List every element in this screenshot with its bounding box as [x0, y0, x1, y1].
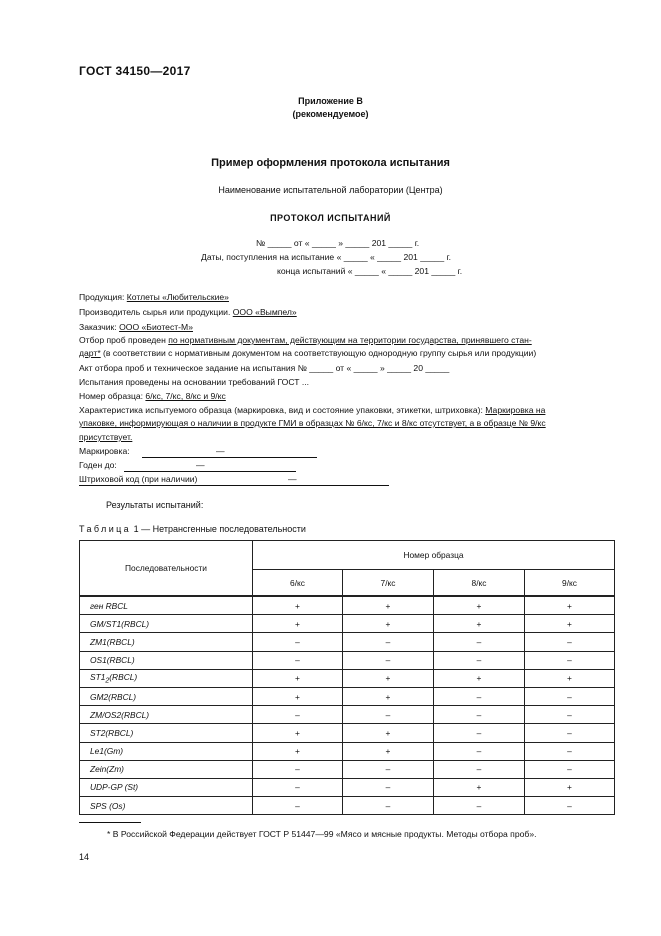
table-row [80, 669, 615, 687]
result-cell: + [434, 669, 525, 687]
product-line [79, 292, 229, 302]
result-cell: – [253, 760, 343, 778]
manufacturer-line [79, 307, 297, 317]
results-table [79, 540, 615, 815]
result-cell: – [253, 778, 343, 796]
result-cell: + [525, 596, 615, 615]
table-row [80, 633, 615, 651]
result-cell: – [343, 633, 434, 651]
characteristic-value: Маркировка на [485, 405, 546, 415]
result-cell: + [253, 669, 343, 687]
result-cell: – [525, 797, 615, 815]
table-row [80, 615, 615, 633]
result-cell: + [343, 724, 434, 742]
appendix-title: Приложение В [298, 96, 363, 106]
sequence-name: ST2(RBCL) [80, 724, 253, 742]
table-caption-number: 1 — [131, 524, 153, 534]
protocol-title: ПРОТОКОЛ ИСПЫТАНИЙ [270, 213, 391, 223]
result-cell: + [253, 724, 343, 742]
result-cell: + [525, 778, 615, 796]
col-header-sample-number: Номер образца [253, 541, 615, 570]
characteristic-value-cont: упаковке, информирующая о наличии в продукте ГМИ в образцах № 6/кс, 7/кс и 8/кс отсутствует, а в образце № 9/кс [79, 418, 546, 428]
customer-line [79, 322, 193, 332]
characteristic-line-2 [79, 418, 546, 428]
result-cell: – [434, 760, 525, 778]
table-caption [79, 524, 306, 534]
result-cell: – [343, 760, 434, 778]
sequence-name: ZM/OS2(RBCL) [80, 706, 253, 724]
result-cell: – [525, 651, 615, 669]
results-label: Результаты испытаний: [106, 500, 204, 510]
table-row [80, 742, 615, 760]
result-cell: – [343, 706, 434, 724]
protocol-end-line: конца испытаний « _____ « _____ 201 _____ г. [277, 266, 463, 276]
lab-name: Наименование испытательной лаборатории (Центра) [218, 185, 443, 195]
marking-value: — [216, 446, 225, 456]
result-cell: – [525, 687, 615, 705]
barcode-label: Штриховой код (при наличии) [79, 474, 198, 484]
characteristic-label: Характеристика испытуемого образца (маркировка, вид и состояние упаковки, этикетки, штриховка): [79, 405, 486, 415]
result-cell: – [434, 633, 525, 651]
marking-underline [142, 457, 317, 458]
sequence-name: $ST1_2(RBCL)$ [80, 669, 253, 687]
table-row [80, 596, 615, 615]
result-cell: – [343, 651, 434, 669]
sequence-name: GM2(RBCL) [80, 687, 253, 705]
sample-number-line [79, 391, 226, 401]
sampling-value: по нормативным документам, действующим на территории государства, принявшего стан- [168, 335, 532, 345]
marking-label: Маркировка: [79, 446, 130, 456]
result-cell: + [253, 687, 343, 705]
result-cell: – [253, 706, 343, 724]
barcode-value: — [288, 474, 297, 484]
sequence-name: OS1(RBCL) [80, 651, 253, 669]
result-cell: – [434, 724, 525, 742]
sequence-name: GM/ST1(RBCL) [80, 615, 253, 633]
table-row [80, 797, 615, 815]
result-cell: + [525, 615, 615, 633]
page-heading: Пример оформления протокола испытания [211, 157, 450, 169]
footnote-separator [79, 822, 141, 823]
valid-value: — [196, 460, 205, 470]
sequence-name: ZM1(RBCL) [80, 633, 253, 651]
result-cell: + [434, 615, 525, 633]
manufacturer-value: ООО «Вымпел» [232, 307, 297, 317]
protocol-received-line: Даты, поступления на испытание « _____ « _____ 201 _____ г. [201, 252, 451, 262]
result-cell: + [343, 669, 434, 687]
result-cell: + [434, 778, 525, 796]
sequence-name: SPS (Os) [80, 797, 253, 815]
result-cell: – [253, 633, 343, 651]
result-cell: – [525, 633, 615, 651]
sampling-line-2 [79, 348, 536, 358]
protocol-number-line: № _____ от « _____ » _____ 201 _____ г. [256, 238, 420, 248]
characteristic-line-3 [79, 432, 132, 442]
sequence-name: Le1(Gm) [80, 742, 253, 760]
result-cell: + [343, 615, 434, 633]
result-cell: + [253, 596, 343, 615]
page-number: 14 [79, 852, 90, 862]
col-header-sample: 7/кс [343, 570, 434, 597]
result-cell: – [343, 778, 434, 796]
standard-number: ГОСТ 34150—2017 [79, 64, 191, 78]
sequence-name: ген RBCL [80, 596, 253, 615]
table-caption-title: Нетрансгенные последовательности [152, 524, 306, 534]
table-row [80, 760, 615, 778]
result-cell: + [253, 615, 343, 633]
result-cell: + [343, 742, 434, 760]
result-cell: – [434, 687, 525, 705]
result-cell: – [434, 706, 525, 724]
sampling-note: (в соответствии с нормативным документом на соответствующую однородную группу сырья или продукции) [100, 348, 537, 358]
act-line: Акт отбора проб и техническое задание на испытания № _____ от « _____ » _____ 20 _____ [79, 363, 450, 373]
sampling-line-1 [79, 335, 532, 345]
result-cell: – [434, 742, 525, 760]
table-row [80, 724, 615, 742]
footnote: * В Российской Федерации действует ГОСТ Р 51447—99 «Мясо и мясные продукты. Методы отбора проб». [107, 829, 537, 839]
sequence-name: UDP-GP (St) [80, 778, 253, 796]
table-row [80, 687, 615, 705]
table-row [80, 706, 615, 724]
valid-label: Годен до: [79, 460, 117, 470]
col-header-sample: 9/кс [525, 570, 615, 597]
product-value: Котлеты «Любительские» [126, 292, 229, 302]
result-cell: + [525, 669, 615, 687]
result-cell: – [525, 724, 615, 742]
basis-line: Испытания проведены на основании требований ГОСТ ... [79, 377, 310, 387]
characteristic-value-end: присутствует. [79, 432, 133, 442]
table-row [80, 651, 615, 669]
barcode-underline [79, 485, 389, 486]
result-cell: – [343, 797, 434, 815]
result-cell: – [525, 742, 615, 760]
col-header-sample: 6/кс [253, 570, 343, 597]
result-cell: + [434, 596, 525, 615]
manufacturer-label: Производитель сырья или продукции. [79, 307, 233, 317]
result-cell: + [343, 687, 434, 705]
valid-underline [124, 471, 296, 472]
result-cell: + [343, 596, 434, 615]
sample-number-label: Номер образца: [79, 391, 146, 401]
appendix-subtitle: (рекомендуемое) [292, 109, 369, 119]
col-header-sample: 8/кс [434, 570, 525, 597]
characteristic-line-1 [79, 405, 545, 415]
customer-value: ООО «Биотест-М» [119, 322, 193, 332]
sequence-name: Zein(Zm) [80, 760, 253, 778]
result-cell: – [253, 797, 343, 815]
result-cell: – [253, 651, 343, 669]
result-cell: + [253, 742, 343, 760]
result-cell: – [525, 706, 615, 724]
sample-number-value: 6/кс, 7/кс, 8/кс и 9/кс [145, 391, 226, 401]
sampling-value-cont: дарт* [79, 348, 101, 358]
table-caption-prefix: Таблица [79, 524, 132, 534]
table-row [80, 778, 615, 796]
result-cell: – [434, 797, 525, 815]
result-cell: – [525, 760, 615, 778]
col-header-sequences: Последовательности [80, 541, 253, 597]
customer-label: Заказчик: [79, 322, 120, 332]
product-label: Продукция: [79, 292, 127, 302]
result-cell: – [434, 651, 525, 669]
sampling-label: Отбор проб проведен [79, 335, 169, 345]
